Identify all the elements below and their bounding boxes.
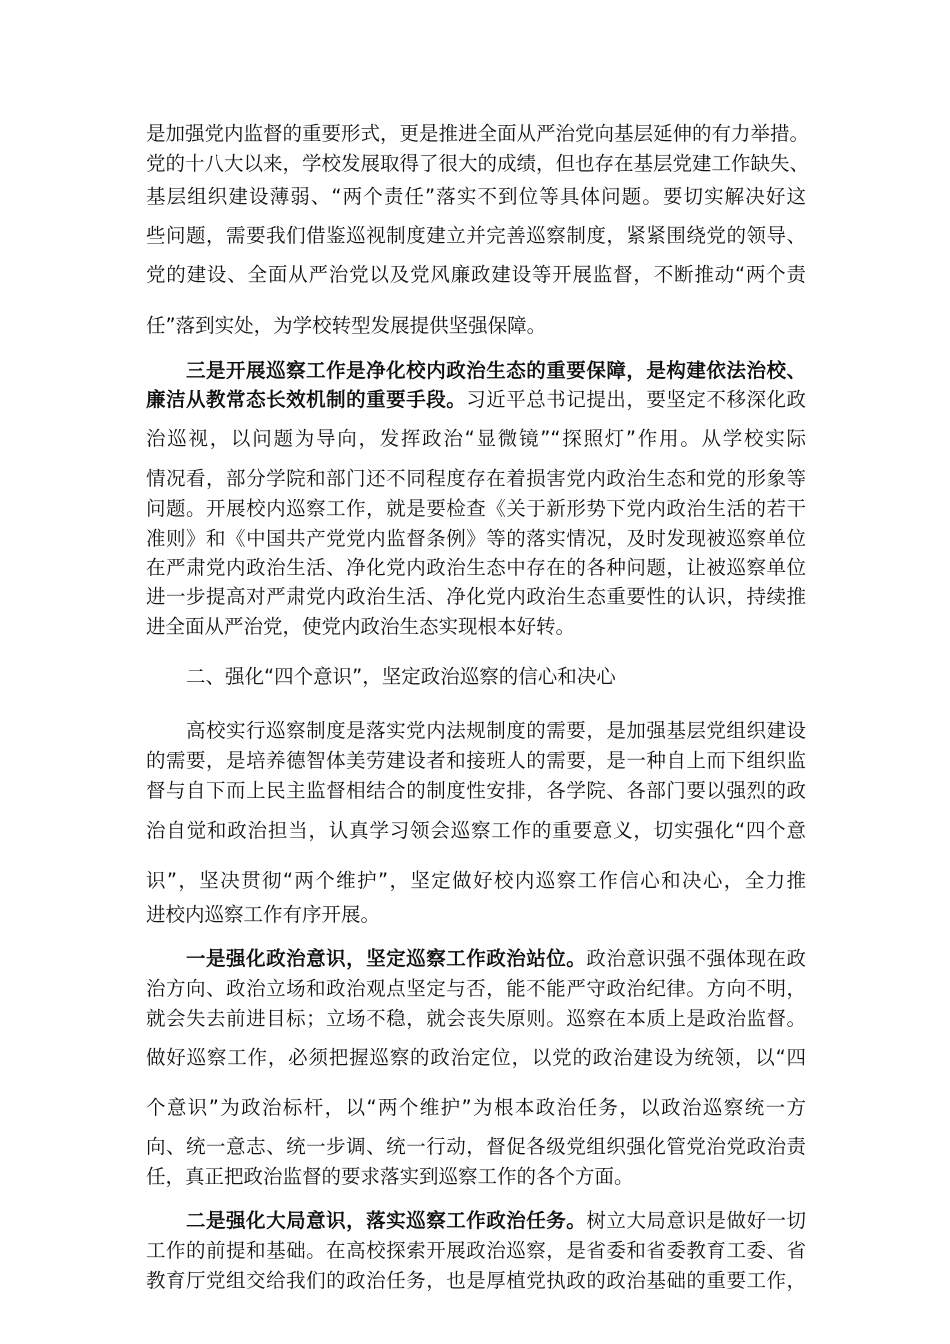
bold-lead: 三是开展巡察工作是净化校内政治生态的重要保障，是构建依法治校、 <box>186 359 806 382</box>
text-line: 准则》和《中国共产党党内监督条例》等的落实情况，及时发现被巡察单位 <box>146 527 806 550</box>
text-line <box>186 1208 806 1234</box>
bold-lead: 一是强化政治意识，坚定巡察工作政治站位。 <box>186 947 587 970</box>
text-line: 治巡视，以问题为导向，发挥政治“显微镜”“探照灯”作用。从学校实际 <box>146 427 806 450</box>
text-line: 基层组织建设薄弱、“两个责任”落实不到位等具体问题。要切实解决好这 <box>146 185 806 208</box>
bold-text-line <box>186 358 806 384</box>
section-heading: 二、强化“四个意识”，坚定政治巡察的信心和决心 <box>186 665 616 688</box>
text-line: 情况看，部分学院和部门还不同程度存在着损害党内政治生态和党的形象等 <box>146 467 806 490</box>
text-line: 督与自下而上民主监督相结合的制度性安排，各学院、各部门要以强烈的政 <box>146 779 806 802</box>
text-line: 做好巡察工作，必须把握巡察的政治定位，以党的政治建设为统领，以“四 <box>146 1046 806 1069</box>
text-run: 习近平总书记提出，要坚定不移深化政 <box>466 388 806 411</box>
text-line: 高校实行巡察制度是落实党内法规制度的需要，是加强基层党组织建设 <box>186 719 806 742</box>
text-line: 工作的前提和基础。在高校探索开展政治巡察，是省委和省委教育工委、省 <box>146 1239 806 1262</box>
bold-lead: 廉洁从教常态长效机制的重要手段。 <box>146 388 467 411</box>
text-line: 问题。开展校内巡察工作，就是要检查《关于新形势下党内政治生活的若干 <box>146 497 806 520</box>
text-run: 树立大局意识是做好一切 <box>586 1209 806 1232</box>
text-line: 党的建设、全面从严治党以及党风廉政建设等开展监督，不断推动“两个责 <box>146 263 806 286</box>
text-line <box>146 387 806 413</box>
text-line: 进校内巡察工作有序开展。 <box>146 903 381 926</box>
text-line: 治方向、政治立场和政治观点坚定与否，能不能严守政治纪律。方向不明， <box>146 977 806 1000</box>
bold-lead: 二是强化大局意识，落实巡察工作政治任务。 <box>186 1209 587 1232</box>
text-line: 教育厅党组交给我们的政治任务，也是厚植党执政的政治基础的重要工作， <box>146 1269 806 1292</box>
text-line: 治自觉和政治担当，认真学习领会巡察工作的重要意义，切实强化“四个意 <box>146 819 806 842</box>
text-line: 些问题，需要我们借鉴巡视制度建立并完善巡察制度，紧紧围绕党的领导、 <box>146 224 806 247</box>
text-line <box>186 946 806 972</box>
text-line: 就会失去前进目标；立场不稳，就会丧失原则。巡察在本质上是政治监督。 <box>146 1007 806 1030</box>
text-run: 政治意识强不强体现在政 <box>586 947 806 970</box>
text-line: 在严肃党内政治生活、净化党内政治生态中存在的各种问题，让被巡察单位 <box>146 556 806 579</box>
text-line: 进一步提高对严肃党内政治生活、净化党内政治生态重要性的认识，持续推 <box>146 585 806 608</box>
text-line: 进全面从严治党，使党内政治生态实现根本好转。 <box>146 615 576 638</box>
text-line: 任，真正把政治监督的要求落实到巡察工作的各个方面。 <box>146 1165 634 1188</box>
text-line: 是加强党内监督的重要形式，更是推进全面从严治党向基层延伸的有力举措。 <box>146 122 810 145</box>
text-line: 任”落到实处，为学校转型发展提供坚强保障。 <box>146 314 547 337</box>
text-line: 的需要，是培养德智体美劳建设者和接班人的需要，是一种自上而下组织监 <box>146 749 806 772</box>
text-line: 党的十八大以来，学校发展取得了很大的成绩，但也存在基层党建工作缺失、 <box>146 152 810 175</box>
text-line: 个意识”为政治标杆，以“两个维护”为根本政治任务，以政治巡察统一方 <box>146 1096 806 1119</box>
text-line: 识”，坚决贯彻“两个维护”，坚定做好校内巡察工作信心和决心，全力推 <box>146 869 806 892</box>
text-line: 向、统一意志、统一步调、统一行动，督促各级党组织强化管党治党政治责 <box>146 1135 806 1158</box>
